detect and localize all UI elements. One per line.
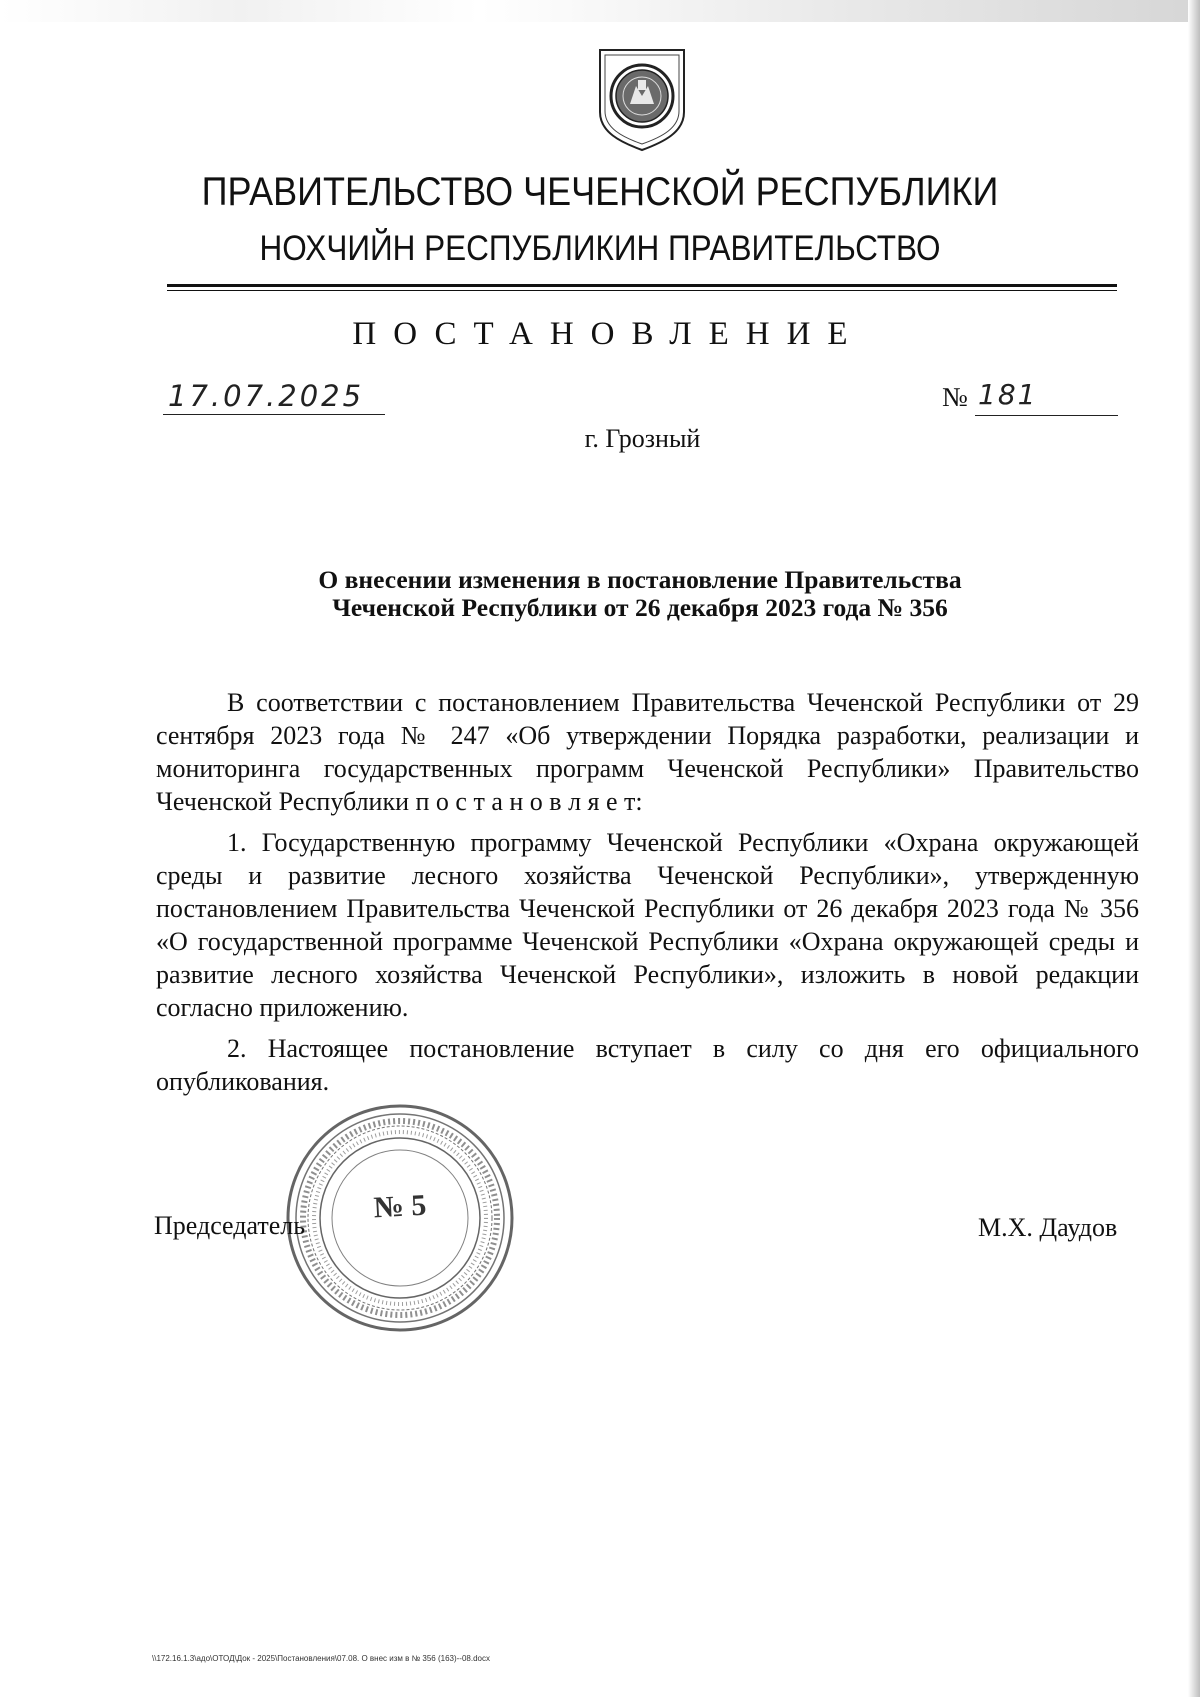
date-underline [163, 414, 385, 415]
government-name-chechen: НОХЧИЙН РЕСПУБЛИКИН ПРАВИТЕЛЬСТВО [259, 229, 941, 268]
government-name-russian: ПРАВИТЕЛЬСТВО ЧЕЧЕНСКОЙ РЕСПУБЛИКИ [201, 170, 999, 214]
number-underline [975, 415, 1118, 416]
coat-of-arms-icon [596, 46, 688, 152]
scan-shadow-top [0, 0, 1200, 22]
document-date: 17.07.2025 [168, 379, 365, 413]
header-divider-thick [167, 284, 1117, 287]
body-preamble: В соответствии с постановлением Правительства Чеченской Республики от 29 сентября 2023 года № 247 «Об утверждении Порядка разработки, реализации и мониторинга государственных программ Чеченской Республики» Правительство Чеченской Республики п о с т а н о в л я е т: [156, 688, 1139, 816]
body-item-2: 2. Настоящее постановление вступает в силу со дня его официального опубликования. [156, 1034, 1139, 1096]
body-item-1: 1. Государственную программу Чеченской Республики «Охрана окружающей среды и развитие лесного хозяйства Чеченской Республики», утвержденную постановлением Правительства Чеченской Республики от 26 декабря 2023 года № 356 «О государственной программе Чеченской Республики «Охрана окружающей среды и развитие лесного хозяйства Чеченской Республики», изложить в новой редакции согласно приложению. [156, 828, 1139, 1022]
number-label: № [942, 382, 968, 412]
scan-shadow-right [1188, 0, 1200, 1697]
signatory-name: М.Х. Даудов [978, 1213, 1118, 1242]
document-type: ПОСТАНОВЛЕНИЕ [352, 316, 865, 352]
document-body [156, 686, 1139, 1106]
document-number: 181 [978, 378, 1038, 411]
header-divider-thin [167, 290, 1117, 291]
document-subject [240, 566, 1040, 622]
signatory-position: Председатель [154, 1211, 306, 1240]
seal-number: № 5 [372, 1188, 428, 1225]
subject-line-1: О внесении изменения в постановление Правительства [318, 565, 962, 594]
document-city: г. Грозный [584, 424, 701, 453]
subject-line-2: Чеченской Республики от 26 декабря 2023 года № 356 [332, 593, 948, 622]
footer-file-path: \\172.16.1.3\адо\ОТОД\Док - 2025\Постановления\07.08. О внес изм в № 356 (163)--08.docx [152, 1654, 490, 1663]
